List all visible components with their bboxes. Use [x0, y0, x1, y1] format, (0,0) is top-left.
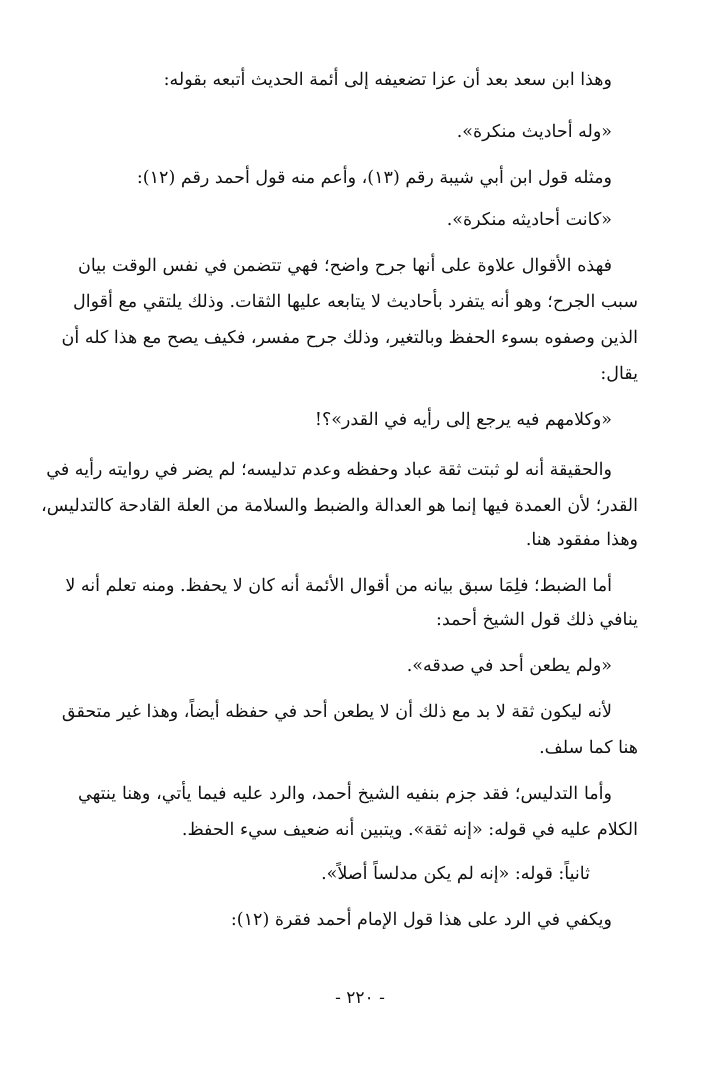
p2-quote: «وله أحاديث منكرة».	[456, 122, 612, 142]
p4-quote: «كانت أحاديثه منكرة».	[446, 210, 612, 230]
p8-line-1: أما الضبط؛ فلِمَا سبق بيانه من أقوال الأئمة أنه كان لا يحفظ. ومنه تعلم أنه لا	[65, 576, 612, 596]
p5-line-1: فهذه الأقوال علاوة على أنها جرح واضح؛ فهي تتضمن في نفس الوقت بيان	[78, 256, 612, 276]
p11-line-1: وأما التدليس؛ فقد جزم بنفيه الشيخ أحمد، والرد عليه فيما يأتي، وهنا ينتهي	[78, 784, 612, 804]
p7-line-3: وهذا مفقود هنا.	[525, 530, 638, 550]
page-number: - ٢٢٠ -	[335, 988, 385, 1008]
p10-line-2: هنا كما سلف.	[539, 738, 638, 758]
p9-quote: «ولم يطعن أحد في صدقه».	[406, 656, 612, 676]
p3-line-1: ومثله قول ابن أبي شيبة رقم (١٣)، وأعم منه قول أحمد رقم (١٢):	[136, 168, 612, 188]
book-page	[41, 0, 638, 1072]
p7-line-2: القدر؛ لأن العمدة فيها إنما هو العدالة والضبط والسلامة من العلة القادحة كالتدليس،	[41, 496, 638, 516]
p5-line-4: يقال:	[600, 364, 638, 384]
p8-line-2: ينافي ذلك قول الشيخ أحمد:	[436, 610, 638, 630]
p11-line-2: الكلام عليه في قوله: «إنه ثقة». ويتبين أنه ضعيف سيء الحفظ.	[181, 820, 638, 840]
p5-line-3: الذين وصفوه بسوء الحفظ وبالتغير، وذلك جرح مفسر، فكيف يصح مع هذا كله أن	[61, 328, 638, 348]
p5-line-2: سبب الجرح؛ وهو أنه يتفرد بأحاديث لا يتابعه عليها الثقات. وذلك يلتقي مع أقوال	[73, 292, 638, 312]
p6-quote: «وكلامهم فيه يرجع إلى رأيه في القدر»؟!	[314, 410, 612, 430]
p10-line-1: لأنه ليكون ثقة لا بد مع ذلك أن لا يطعن أحد في حفظه أيضاً، وهذا غير متحقق	[61, 702, 612, 722]
p13-line-1: ويكفي في الرد على هذا قول الإمام أحمد فقرة (١٢):	[230, 910, 612, 930]
p7-line-1: والحقيقة أنه لو ثبتت ثقة عباد وحفظه وعدم تدليسه؛ لم يضر في روايته رأيه في	[46, 460, 612, 480]
p1-line-1: وهذا ابن سعد بعد أن عزا تضعيفه إلى أئمة الحديث أتبعه بقوله:	[163, 70, 612, 90]
p12-line-1: ثانياً: قوله: «إنه لم يكن مدلساً أصلاً».	[321, 864, 590, 884]
